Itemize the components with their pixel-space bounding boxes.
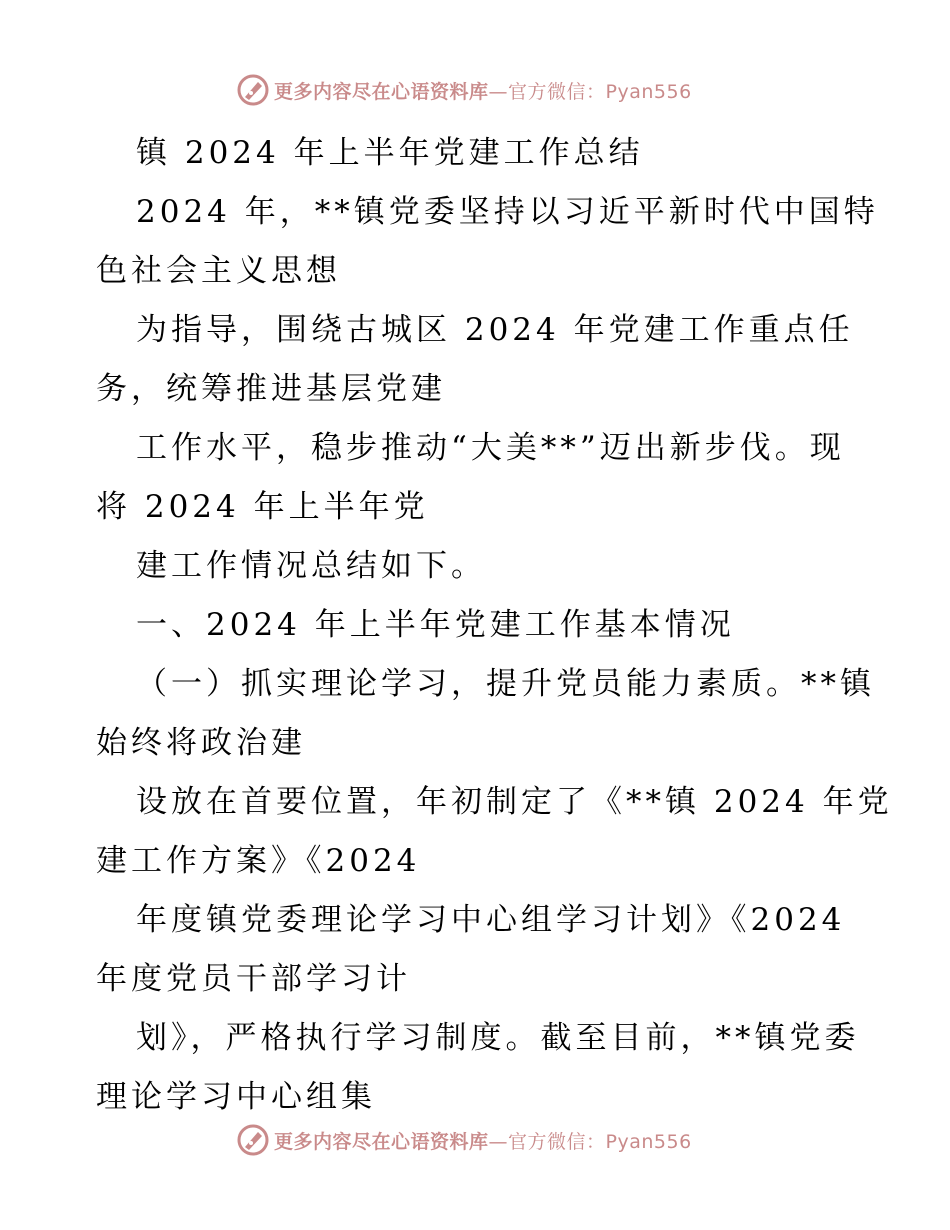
paragraph-line: 务，统筹推进基层党建 [96, 371, 446, 407]
paragraph-line: 理论学习中心组集 [96, 1079, 376, 1115]
header-watermark [236, 72, 692, 108]
paragraph-line: 将 2024 年上半年党 [96, 489, 429, 525]
paragraph-line: 为指导，围绕古城区 2024 年党建工作重点任 [136, 312, 854, 348]
watermark-main-text: 更多内容尽在心语资料库 [274, 80, 489, 103]
paragraph-line: 建工作情况总结如下。 [136, 548, 486, 584]
watermark-wechat-text: —官方微信：Pyan556 [488, 1130, 692, 1153]
paragraph-line: 设放在首要位置，年初制定了《**镇 2024 年党 [136, 784, 893, 820]
paragraph-line: 划》，严格执行学习制度。截至目前，**镇党委 [136, 1020, 860, 1056]
footer-watermark [236, 1122, 692, 1158]
paragraph-line: 年度镇党委理论学习中心组学习计划》《2024 [136, 902, 846, 938]
paragraph-line: 工作水平，稳步推动“大美**”迈出新步伐。现 [136, 430, 845, 466]
paragraph-line: 2024 年，**镇党委坚持以习近平新时代中国特 [136, 194, 879, 230]
pen-nib-logo-icon [236, 73, 270, 107]
pen-nib-logo-icon [236, 1123, 270, 1157]
paragraph-line: 建工作方案》《2024 [96, 843, 421, 879]
section-heading: 一、2024 年上半年党建工作基本情况 [136, 607, 735, 643]
watermark-wechat-text: —官方微信：Pyan556 [488, 80, 692, 103]
document-title: 镇 2024 年上半年党建工作总结 [136, 135, 644, 171]
paragraph-line: 年度党员干部学习计 [96, 961, 411, 997]
document-body [96, 124, 893, 1127]
watermark-main-text: 更多内容尽在心语资料库 [274, 1130, 489, 1153]
paragraph-line: 色社会主义思想 [96, 253, 341, 289]
paragraph-line: 始终将政治建 [96, 725, 306, 761]
paragraph-line: （一）抓实理论学习，提升党员能力素质。**镇 [136, 666, 875, 702]
